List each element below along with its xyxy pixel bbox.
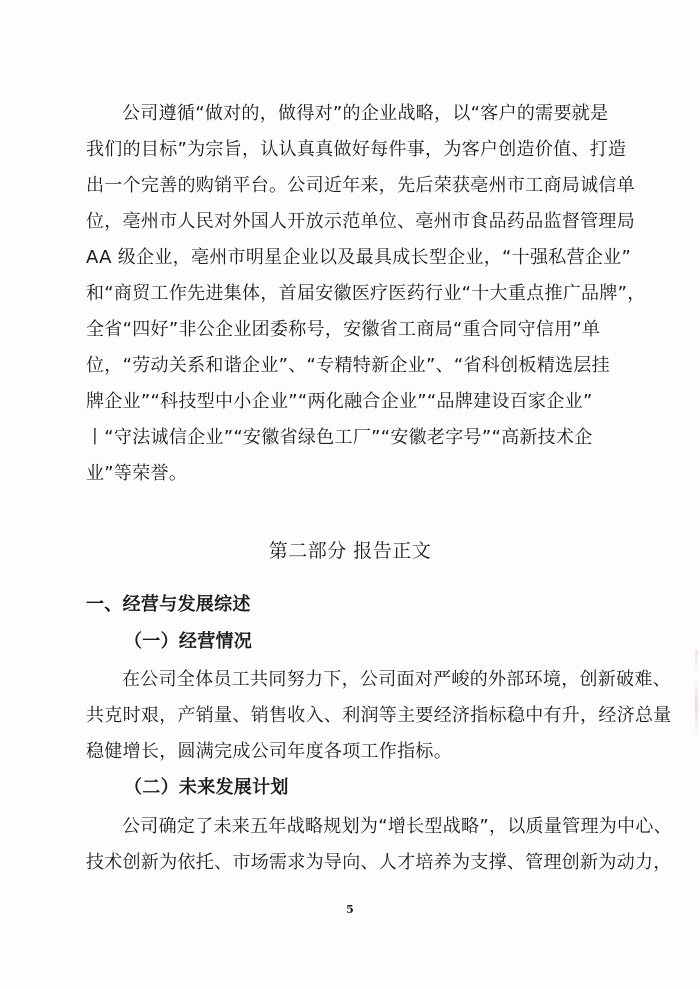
subheading-operations: （一）经营情况 (124, 631, 253, 652)
intro-paragraph (86, 96, 646, 492)
paragraph-line: 业”等荣誉。 (86, 463, 188, 484)
paragraph-line: 技术创新为依托、市场需求为导向、人才培养为支撑、管理创新为动力， (86, 852, 672, 873)
paragraph-line: 共克时艰，产销量、销售收入、利润等主要经济指标稳中有升，经济总量 (86, 705, 672, 726)
paragraph-line: 公司确定了未来五年战略规划为“增长型战略”，以质量管理为中心、 (122, 816, 672, 837)
paragraph-line: AA 级企业，亳州市明星企业以及最具成长型企业，“十强私营企业” (86, 247, 632, 268)
operations-paragraph (86, 662, 672, 770)
paragraph-line: 公司遵循“做对的，做得对”的企业战略，以“客户的需要就是 (122, 103, 609, 124)
paragraph-line: 我们的目标”为宗旨，认认真真做好每件事，为客户创造价值、打造 (86, 139, 627, 160)
scan-edge-mark (695, 650, 698, 740)
paragraph-line: 牌企业”“科技型中小企业”“两化融合企业”“品牌建设百家企业” (86, 391, 593, 412)
paragraph-line: 位，“劳动关系和谐企业”、“专精特新企业”、“省科创板精选层挂 (86, 355, 610, 376)
paragraph-line: 稳健增长，圆满完成公司年度各项工作指标。 (86, 741, 452, 762)
section-title: 第二部分 报告正文 (268, 540, 432, 562)
page-number: 5 (346, 903, 354, 916)
paragraph-line: 在公司全体员工共同努力下，公司面对严峻的外部环境，创新破难、 (122, 669, 671, 690)
paragraph-line: 位，亳州市人民对外国人开放示范单位、亳州市食品药品监督管理局 (86, 211, 635, 232)
heading-overview: 一、经营与发展综述 (86, 594, 251, 615)
subheading-future-plan: （二）未来发展计划 (124, 777, 289, 798)
paragraph-line: 全省“四好”非公企业团委称号，安徽省工商局“重合同守信用”单 (86, 319, 601, 340)
paragraph-line: 丨“守法诚信企业”“安徽省绿色工厂”“安徽老字号”“高新技术企 (86, 427, 593, 448)
plan-paragraph (86, 809, 672, 881)
paragraph-line: 出一个完善的购销平台。公司近年来，先后荣获亳州市工商局诚信单 (86, 175, 635, 196)
paragraph-line: 和“商贸工作先进集体，首届安徽医疗医药行业“十大重点推广品牌”， (86, 283, 646, 304)
